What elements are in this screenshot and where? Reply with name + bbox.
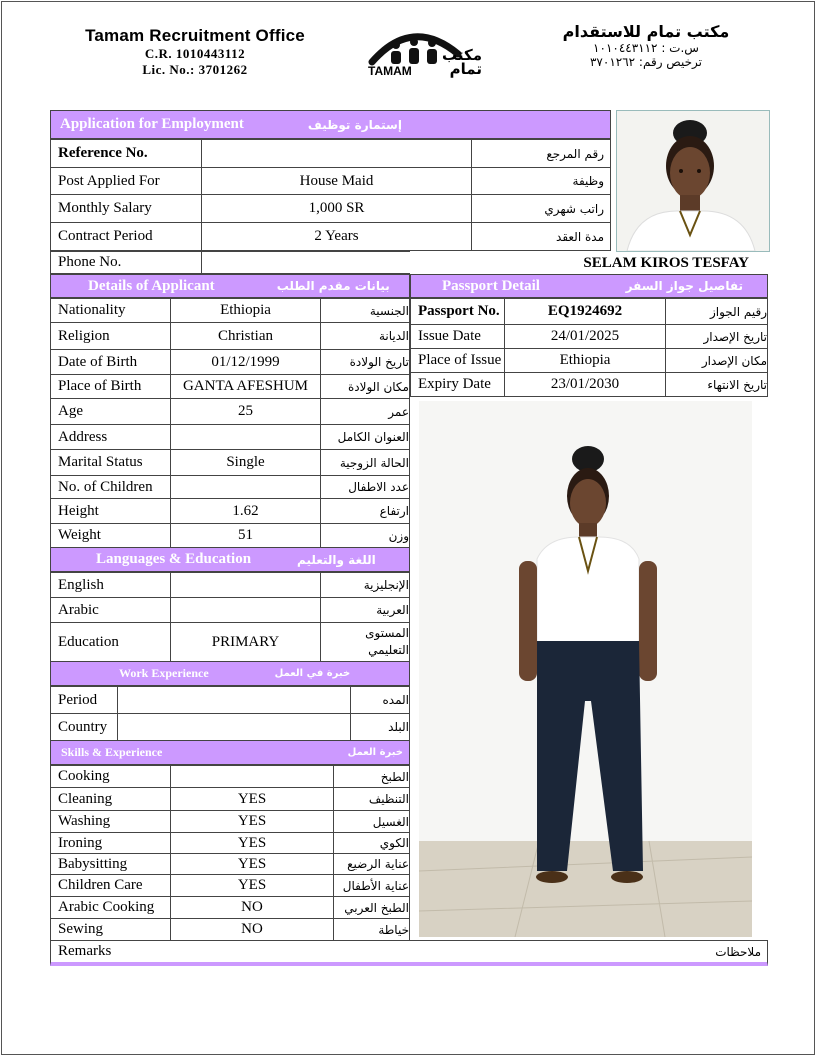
sewing-label-ar: خياطة <box>333 918 410 941</box>
babysitting-label: Babysitting <box>50 853 171 875</box>
cooking-value <box>170 765 334 788</box>
issue-date-label-ar: تاريخ الإصدار <box>665 324 768 349</box>
license-number-en: Lic. No.: 3701262 <box>142 62 248 77</box>
english-value <box>170 572 321 598</box>
height-value: 1.62 <box>170 498 321 524</box>
address-label: Address <box>50 424 171 450</box>
skills-title-en: Skills & Experience <box>61 745 163 759</box>
period-value <box>117 686 351 714</box>
reference-no-label-ar: رقم المرجع <box>471 139 611 168</box>
age-value: 25 <box>170 398 321 425</box>
country-value <box>117 713 351 741</box>
period-label-ar: المده <box>350 686 410 714</box>
no-of-children-label-ar: عدد الاطفال <box>320 475 410 499</box>
marital-status-label-ar: الحالة الزوجية <box>320 449 410 476</box>
application-title-en: Application for Employment <box>60 116 244 132</box>
date-of-birth-label: Date of Birth <box>50 349 171 375</box>
washing-label-ar: الغسيل <box>333 810 410 833</box>
company-name-en: Tamam Recruitment Office <box>85 26 305 45</box>
company-header-en <box>80 26 310 78</box>
children-care-label-ar: عناية الأطفال <box>333 874 410 897</box>
babysitting-value: YES <box>170 853 334 875</box>
contract-period-label-ar: مدة العقد <box>471 222 611 251</box>
age-label-ar: عمر <box>320 398 410 425</box>
company-logo <box>362 24 484 80</box>
marital-status-value: Single <box>170 449 321 476</box>
weight-label-ar: وزن <box>320 523 410 548</box>
place-of-birth-label-ar: مكان الولادة <box>320 374 410 399</box>
date-of-birth-value: 01/12/1999 <box>170 349 321 375</box>
place-of-birth-label: Place of Birth <box>50 374 171 399</box>
cooking-label: Cooking <box>50 765 171 788</box>
post-applied-for-label: Post Applied For <box>50 167 202 195</box>
reference-no-label: Reference No. <box>50 139 202 168</box>
children-care-value: YES <box>170 874 334 897</box>
weight-value: 51 <box>170 523 321 548</box>
issue-date-label: Issue Date <box>410 324 505 349</box>
reference-no-value <box>201 139 472 168</box>
expiry-date-label-ar: تاريخ الانتهاء <box>665 372 768 397</box>
children-care-label: Children Care <box>50 874 171 897</box>
passport-title-en: Passport Detail <box>442 277 540 294</box>
post-applied-for-label-ar: وظيفة <box>471 167 611 195</box>
period-label: Period <box>50 686 118 714</box>
work-title-ar: خبرة في العمل <box>274 668 351 679</box>
religion-label: Religion <box>50 322 171 350</box>
license-number-ar: ترخيص رقم: ٣٧٠١٢٦٢ <box>589 55 702 69</box>
no-of-children-label: No. of Children <box>50 475 171 499</box>
marital-status-label: Marital Status <box>50 449 171 476</box>
passport-no-label-ar: رقيم الجواز <box>665 298 768 325</box>
arabic-cooking-value: NO <box>170 896 334 919</box>
candidate-name: SELAM KIROS TESFAY <box>583 255 749 271</box>
address-label-ar: العنوان الكامل <box>320 424 410 450</box>
post-applied-for-value: House Maid <box>201 167 472 195</box>
remarks-label: Remarks <box>58 943 112 959</box>
country-label: Country <box>50 713 118 741</box>
monthly-salary-value: 1,000 SR <box>201 194 472 223</box>
monthly-salary-label-ar: راتب شهري <box>471 194 611 223</box>
contract-period-value: 2 Years <box>201 222 472 251</box>
skills-title-bar <box>50 740 410 765</box>
sewing-label: Sewing <box>50 918 171 941</box>
applicant-portrait-photo <box>616 110 770 252</box>
place-of-issue-label: Place of Issue <box>410 348 505 373</box>
work-title-en: Work Experience <box>119 666 209 680</box>
cr-number-en: C.R. 1010443112 <box>144 46 246 61</box>
applicant-title-bar <box>50 274 410 298</box>
english-label-ar: الإنجليزية <box>320 572 410 598</box>
passport-no-value: EQ1924692 <box>504 298 666 325</box>
education-value: PRIMARY <box>170 622 321 662</box>
height-label-ar: ارتفاع <box>320 498 410 524</box>
place-of-issue-label-ar: مكان الإصدار <box>665 348 768 373</box>
work-title-bar <box>50 661 410 686</box>
remarks-label-ar: ملاحظات <box>715 944 761 959</box>
height-label: Height <box>50 498 171 524</box>
passport-title-bar <box>410 274 768 298</box>
applicant-title-ar: بيانات مقدم الطلب <box>276 279 390 293</box>
monthly-salary-label: Monthly Salary <box>50 194 202 223</box>
languages-title-en: Languages & Education <box>96 551 252 567</box>
education-label-ar: المستوى التعليمي <box>320 622 410 662</box>
arabic-cooking-label-ar: الطبخ العربي <box>333 896 410 919</box>
logo-text-en: TAMAM <box>368 64 412 78</box>
no-of-children-value <box>170 475 321 499</box>
expiry-date-label: Expiry Date <box>410 372 505 397</box>
weight-label: Weight <box>50 523 171 548</box>
cleaning-value: YES <box>170 787 334 811</box>
place-of-issue-value: Ethiopia <box>504 348 666 373</box>
religion-label-ar: الديانة <box>320 322 410 350</box>
applicant-full-body-photo <box>419 401 752 937</box>
ironing-label-ar: الكوي <box>333 832 410 854</box>
issue-date-value: 24/01/2025 <box>504 324 666 349</box>
address-value <box>170 424 321 450</box>
cooking-label-ar: الطبخ <box>333 765 410 788</box>
phone-value <box>201 251 410 274</box>
application-title-bar <box>50 110 611 139</box>
education-label: Education <box>50 622 171 662</box>
religion-value: Christian <box>170 322 321 350</box>
place-of-birth-value: GANTA AFESHUM <box>170 374 321 399</box>
phone-label: Phone No. <box>50 251 202 274</box>
arabic-value <box>170 597 321 623</box>
company-header-ar <box>526 22 766 69</box>
age-label: Age <box>50 398 171 425</box>
arabic-cooking-label: Arabic Cooking <box>50 896 171 919</box>
expiry-date-value: 23/01/2030 <box>504 372 666 397</box>
ironing-label: Ironing <box>50 832 171 854</box>
arabic-label-ar: العربية <box>320 597 410 623</box>
cr-number-ar: س.ت : ١٠١٠٤٤٣١١٢ <box>593 41 699 55</box>
company-name-ar: مكتب تمام للاستقدام <box>562 22 730 41</box>
skills-title-ar: خبرة العمل <box>347 747 403 758</box>
nationality-value: Ethiopia <box>170 298 321 323</box>
english-label: English <box>50 572 171 598</box>
ironing-value: YES <box>170 832 334 854</box>
languages-title-ar: اللغة والتعليم <box>297 552 376 567</box>
application-title-ar: إستمارة توظيف <box>307 117 402 132</box>
applicant-title-en: Details of Applicant <box>88 277 215 294</box>
passport-title-ar: تفاصيل جواز السفر <box>625 279 743 293</box>
washing-label: Washing <box>50 810 171 833</box>
date-of-birth-label-ar: تاريخ الولادة <box>320 349 410 375</box>
languages-title-bar <box>50 547 410 572</box>
washing-value: YES <box>170 810 334 833</box>
remarks-bar <box>50 940 768 966</box>
cleaning-label-ar: التنظيف <box>333 787 410 811</box>
arabic-label: Arabic <box>50 597 171 623</box>
country-label-ar: البلد <box>350 713 410 741</box>
contract-period-label: Contract Period <box>50 222 202 251</box>
passport-no-label: Passport No. <box>410 298 505 325</box>
nationality-label: Nationality <box>50 298 171 323</box>
babysitting-label-ar: عناية الرضيع <box>333 853 410 875</box>
logo-text-ar: مكتب تمام <box>441 46 482 78</box>
cleaning-label: Cleaning <box>50 787 171 811</box>
sewing-value: NO <box>170 918 334 941</box>
nationality-label-ar: الجنسية <box>320 298 410 323</box>
